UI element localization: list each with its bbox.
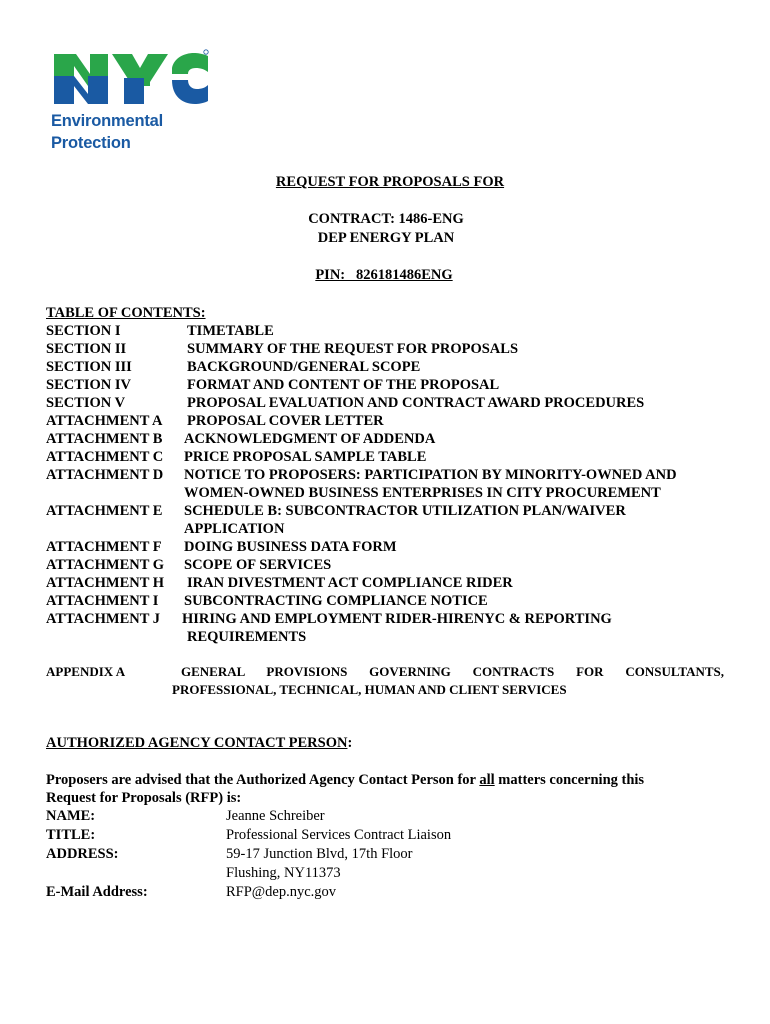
contact-intro-pre: Proposers are advised that the Authorized Agency Contact Person for [46, 772, 480, 788]
logo-line-environmental: Environmental [51, 112, 164, 130]
title-label: TITLE: [46, 827, 96, 843]
toc-item-label: SECTION III [46, 359, 132, 375]
toc-item-title: TIMETABLE [187, 323, 274, 339]
address-label: ADDRESS: [46, 846, 119, 862]
contact-heading [46, 735, 352, 752]
appendix-title-line2: PROFESSIONAL, TECHNICAL, HUMAN AND CLIENT SERVICES [172, 682, 567, 697]
name-value: Jeanne Schreiber [226, 808, 325, 824]
toc-item-title-line2: REQUIREMENTS [187, 629, 307, 645]
appendix-label: APPENDIX A [46, 664, 126, 679]
email-value[interactable]: RFP@dep.nyc.gov [226, 884, 337, 900]
nyc-logo-mark [50, 46, 210, 108]
contact-intro-line1 [46, 772, 644, 789]
toc-item-title: PROPOSAL EVALUATION AND CONTRACT AWARD PROCEDURES [187, 395, 645, 411]
toc-item-title: DOING BUSINESS DATA FORM [184, 539, 397, 555]
toc-item-label: SECTION IV [46, 377, 132, 393]
toc-item-label: ATTACHMENT B [46, 431, 163, 447]
toc-item-label: ATTACHMENT A [46, 413, 163, 429]
address-line2: Flushing, NY11373 [226, 865, 341, 881]
contact-intro-post: matters concerning this [494, 772, 645, 788]
toc-item-label: ATTACHMENT J [46, 611, 160, 627]
toc-item-label: ATTACHMENT E [46, 503, 163, 519]
pin-number: PIN: 826181486ENG [315, 267, 453, 283]
toc-item-label: ATTACHMENT I [46, 593, 159, 609]
contact-intro-line2: Request for Proposals (RFP) is: [46, 790, 242, 806]
toc-item-label: SECTION I [46, 323, 121, 339]
toc-item-title-line2: APPLICATION [184, 521, 285, 537]
name-label: NAME: [46, 808, 96, 824]
toc-item-title: SUBCONTRACTING COMPLIANCE NOTICE [184, 593, 488, 609]
toc-item-title: PRICE PROPOSAL SAMPLE TABLE [184, 449, 427, 465]
toc-item-label: ATTACHMENT F [46, 539, 162, 555]
toc-item-title: SUMMARY OF THE REQUEST FOR PROPOSALS [187, 341, 519, 357]
toc-item-title: IRAN DIVESTMENT ACT COMPLIANCE RIDER [187, 575, 513, 591]
toc-heading: TABLE OF CONTENTS: [46, 305, 206, 321]
contact-heading-text: AUTHORIZED AGENCY CONTACT PERSON [46, 735, 348, 751]
toc-item-title: SCHEDULE B: SUBCONTRACTOR UTILIZATION PLAN/WAIVER [184, 503, 626, 519]
toc-item-label: ATTACHMENT D [46, 467, 164, 483]
address-line1: 59-17 Junction Blvd, 17th Floor [226, 846, 413, 862]
title-value: Professional Services Contract Liaison [226, 827, 452, 843]
email-label: E-Mail Address: [46, 884, 148, 900]
contact-heading-colon: : [347, 735, 353, 751]
toc-item-label: SECTION V [46, 395, 126, 411]
toc-item-title: BACKGROUND/GENERAL SCOPE [187, 359, 421, 375]
toc-item-label: ATTACHMENT H [46, 575, 165, 591]
logo-line-protection: Protection [51, 134, 131, 152]
toc-item-title: SCOPE OF SERVICES [184, 557, 332, 573]
toc-item-title: HIRING AND EMPLOYMENT RIDER-HIRENYC & REPORTING [182, 611, 612, 627]
contract-number: CONTRACT: 1486-ENG [308, 211, 464, 227]
toc-item-label: SECTION II [46, 341, 127, 357]
toc-item-title: NOTICE TO PROPOSERS: PARTICIPATION BY MINORITY-OWNED AND [184, 467, 677, 483]
nyc-dep-logo [50, 46, 210, 156]
appendix-title-line1: GENERAL PROVISIONS GOVERNING CONTRACTS FOR CONSULTANTS, [181, 664, 724, 679]
toc-item-title: ACKNOWLEDGMENT OF ADDENDA [184, 431, 436, 447]
toc-item-label: ATTACHMENT C [46, 449, 164, 465]
toc-item-title-line2: WOMEN-OWNED BUSINESS ENTERPRISES IN CITY PROCUREMENT [184, 485, 661, 501]
document-title: REQUEST FOR PROPOSALS FOR [275, 174, 505, 190]
toc-item-title: FORMAT AND CONTENT OF THE PROPOSAL [187, 377, 500, 393]
contact-intro-all: all [479, 772, 495, 788]
toc-item-label: ATTACHMENT G [46, 557, 165, 573]
toc-item-title: PROPOSAL COVER LETTER [187, 413, 384, 429]
contract-plan-name: DEP ENERGY PLAN [317, 230, 455, 246]
